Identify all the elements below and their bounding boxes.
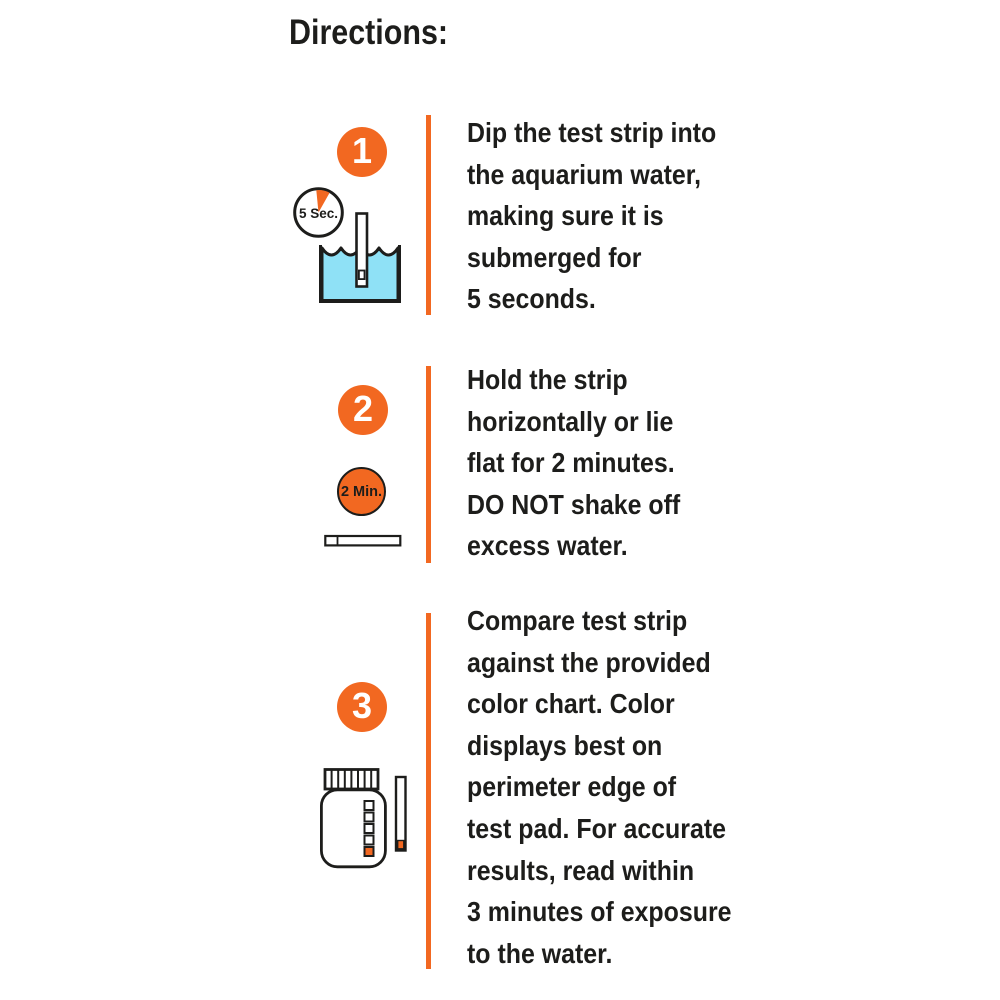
step-3-badge <box>337 682 387 732</box>
step-text-line: perimeter edge of <box>467 771 677 803</box>
step-text-line: color chart. Color <box>467 688 675 720</box>
flat-strip-body <box>325 536 400 545</box>
step-text-line: DO NOT shake off <box>467 488 681 520</box>
loose-test-strip-icon <box>396 777 406 851</box>
step-text-line: against the provided <box>467 646 711 678</box>
step-2-text <box>467 359 680 567</box>
step-text-line: horizontally or lie <box>467 405 674 437</box>
step-1-badge <box>337 127 387 177</box>
test-strip-bottle-icon <box>315 765 415 875</box>
step-text-line: to the water. <box>467 937 613 969</box>
timer-5sec-label: 5 Sec. <box>298 206 339 221</box>
step-1-divider <box>426 115 431 315</box>
timer-2min-badge <box>337 467 386 516</box>
timer-2min-label: 2 Min. <box>340 483 383 500</box>
step-2-number: 2 <box>352 388 374 429</box>
step-2-badge <box>338 385 388 435</box>
step-3-divider <box>426 613 431 969</box>
step-text-line: submerged for <box>467 241 642 273</box>
step-text-line: 5 seconds. <box>467 283 596 315</box>
step-text-line: Compare test strip <box>467 605 688 636</box>
step-text-line: displays best on <box>467 729 663 761</box>
step-3-number: 3 <box>351 685 373 726</box>
step-text-line: Dip the test strip into <box>467 117 717 148</box>
step-1-text <box>467 112 716 320</box>
flat-strip-icon <box>324 534 402 548</box>
step-text-line: making sure it is <box>467 200 664 232</box>
test-strip-pad <box>359 271 365 280</box>
step-1-number: 1 <box>351 130 373 171</box>
step-text-line: Hold the strip <box>467 364 628 395</box>
page-title: Directions: <box>289 13 449 52</box>
step-text-line: test pad. For accurate <box>467 812 726 844</box>
bottle-body <box>321 790 385 867</box>
step-text-line: flat for 2 minutes. <box>467 447 675 479</box>
step-text-line: the aquarium water, <box>467 158 702 190</box>
bottle-pad-squares <box>365 801 374 856</box>
step-2-divider <box>426 366 431 563</box>
step-text-line: excess water. <box>467 530 628 562</box>
step-text-line: results, read within <box>467 854 695 886</box>
step-text-line: 3 minutes of exposure <box>467 896 732 928</box>
step-3-text <box>467 600 731 974</box>
dip-beaker-icon <box>288 186 408 306</box>
bottle-cap-ridges <box>332 770 372 790</box>
loose-test-strip-pad <box>398 841 404 849</box>
